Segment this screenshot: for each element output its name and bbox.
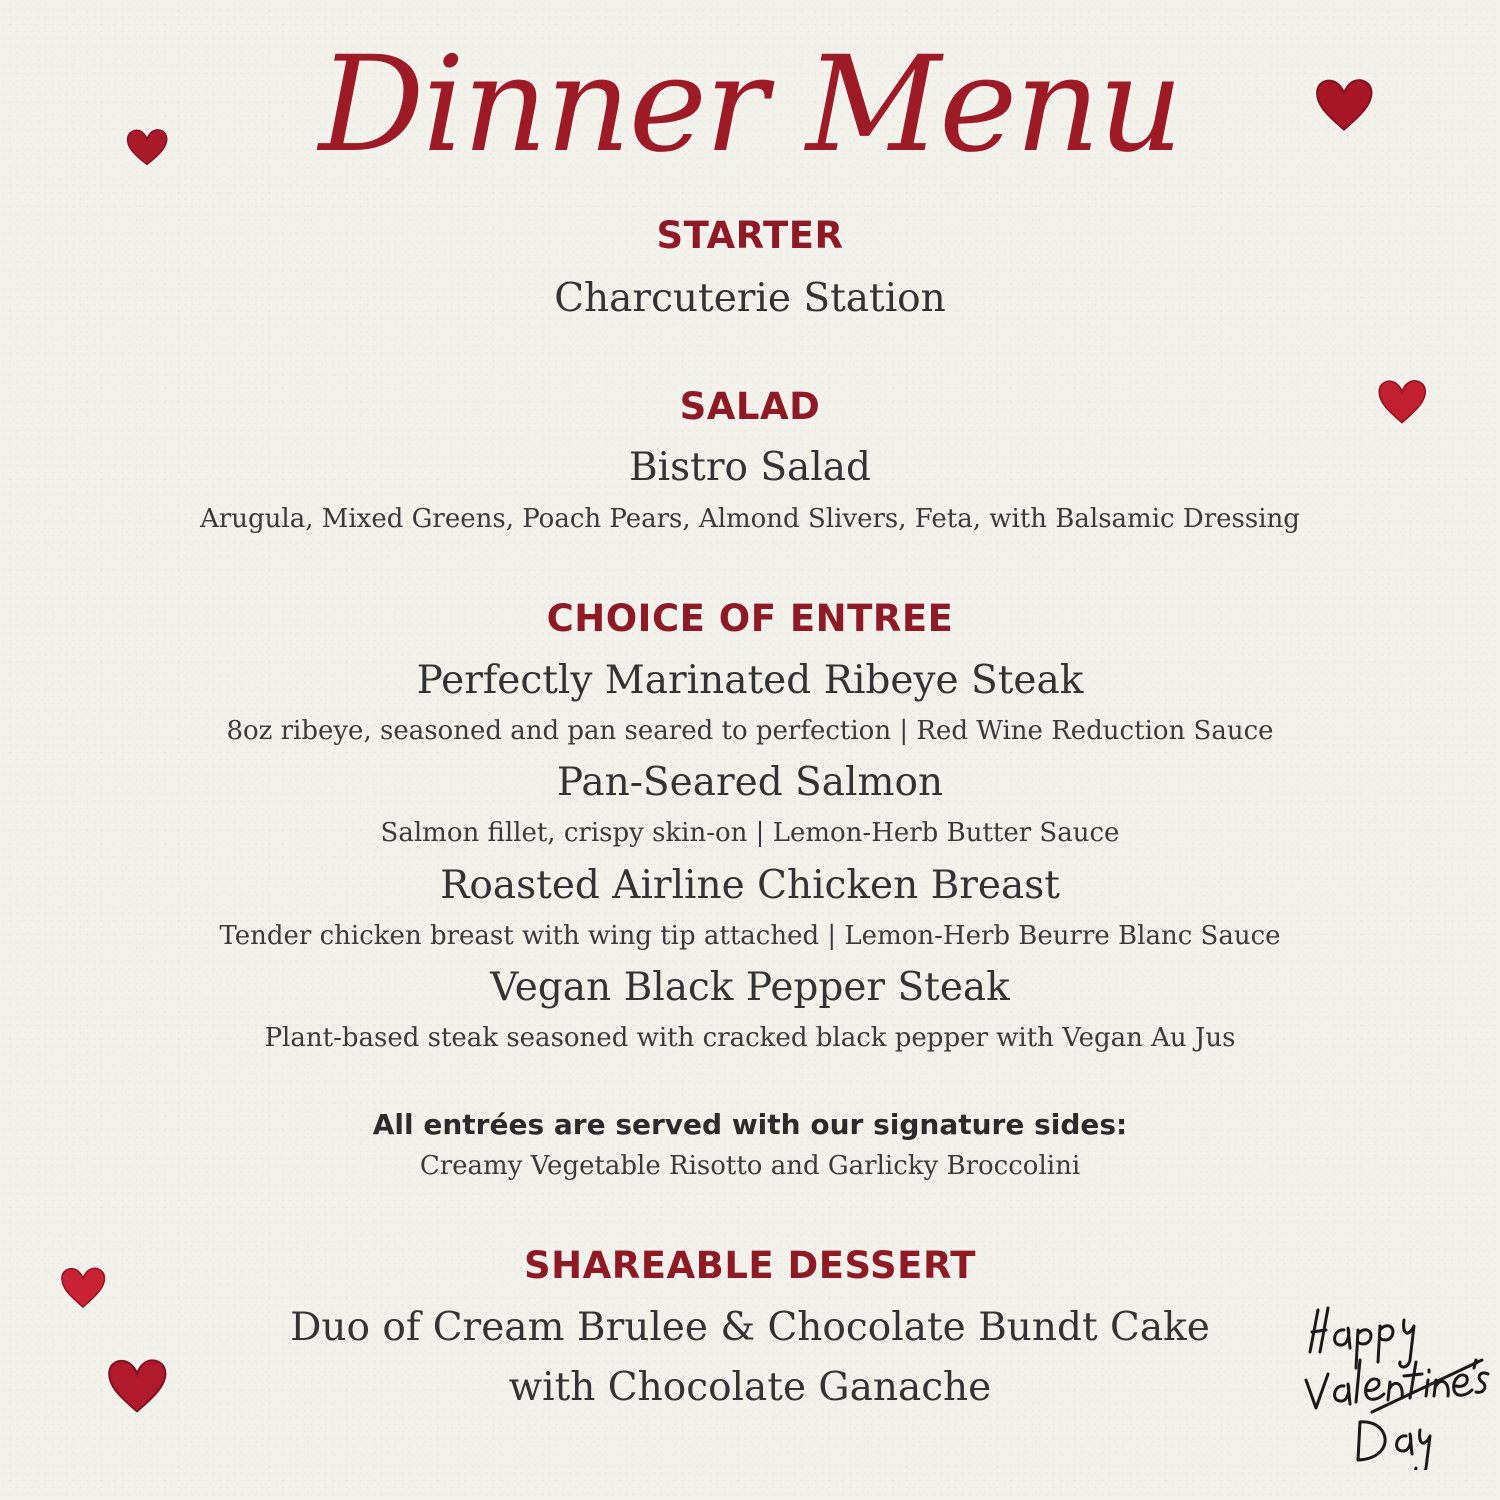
dessert-line-1: Duo of Cream Brulee & Chocolate Bundt Cake — [290, 1305, 1210, 1350]
entree-item-desc: Tender chicken breast with wing tip attached | Lemon-Herb Beurre Blanc Sauce — [219, 921, 1281, 951]
starter-heading: STARTER — [656, 214, 844, 257]
entree-item-desc: Plant-based steak seasoned with cracked black pepper with Vegan Au Jus — [264, 1023, 1236, 1053]
entree-item-name: Perfectly Marinated Ribeye Steak — [416, 658, 1084, 703]
starter-item: Charcuterie Station — [554, 276, 946, 321]
heart-icon — [58, 1262, 108, 1312]
salad-item: Bistro Salad — [629, 445, 871, 490]
dessert-heading: SHAREABLE DESSERT — [523, 1244, 977, 1287]
dessert-line-2: with Chocolate Ganache — [508, 1365, 992, 1410]
entree-item-name: Roasted Airline Chicken Breast — [440, 863, 1060, 908]
sides-desc: Creamy Vegetable Risotto and Garlicky Broccolini — [419, 1151, 1081, 1181]
entree-item-name: Vegan Black Pepper Steak — [490, 965, 1010, 1010]
sides-heading: All entrées are served with our signature sides: — [372, 1108, 1128, 1141]
heart-icon — [1375, 374, 1429, 428]
entree-item-desc: Salmon fillet, crispy skin-on | Lemon-Herb Butter Sauce — [380, 818, 1120, 848]
menu-title: Dinner Menu — [318, 28, 1182, 182]
heart-icon — [104, 1352, 170, 1418]
salad-heading: SALAD — [679, 385, 821, 428]
salad-desc: Arugula, Mixed Greens, Poach Pears, Almond Slivers, Feta, with Balsamic Dressing — [200, 504, 1300, 534]
heart-icon — [124, 124, 170, 170]
entree-heading: CHOICE OF ENTREE — [546, 597, 954, 640]
heart-icon — [1312, 72, 1376, 136]
entree-item-name: Pan-Seared Salmon — [556, 760, 944, 805]
entree-item-desc: 8oz ribeye, seasoned and pan seared to perfection | Red Wine Reduction Sauce — [226, 716, 1274, 746]
valentine-signature — [1300, 1290, 1490, 1470]
